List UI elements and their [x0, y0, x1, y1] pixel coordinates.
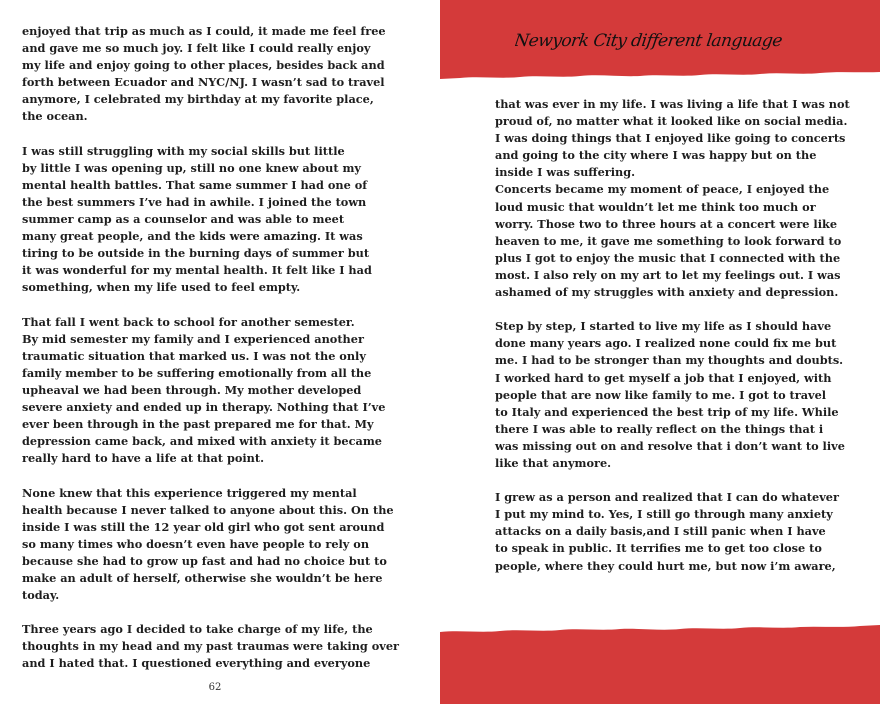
text-line: I grew as a person and realized that I can do whatever: [495, 490, 839, 505]
bottom-red-band-shape: [440, 625, 880, 704]
text-line: traumatic situation that marked us. I was not the only: [22, 348, 366, 363]
text-line: inside I was still the 12 year old girl who got sent around: [22, 519, 385, 534]
text-line: something, when my life used to feel empty.: [22, 280, 301, 295]
text-line: loud music that wouldn’t let me think too much or: [495, 199, 816, 214]
text-line: Three years ago I decided to take charge of my life, the: [22, 622, 373, 637]
text-line: I was still struggling with my social skills but little: [22, 143, 345, 158]
text-line: because she had to grow up fast and had no choice but to: [22, 553, 387, 568]
paragraph: [22, 621, 399, 672]
handwritten-heading-svg: [515, 22, 785, 58]
paragraph: [22, 143, 399, 297]
text-line: None knew that this experience triggered my mental: [22, 485, 357, 500]
text-line: attacks on a daily basis,and I still panic when I have: [495, 524, 826, 539]
text-line: heaven to me, it gave me something to look forward to: [495, 233, 842, 248]
text-line: mental health battles. That same summer I had one of: [22, 177, 368, 192]
text-line: and gave me so much joy. I felt like I could really enjoy: [22, 41, 371, 56]
text-line: my life and enjoy going to other places, besides back and: [22, 58, 385, 73]
text-line: done many years ago. I realized none could fix me but: [495, 336, 837, 351]
left-page-body: [22, 23, 399, 673]
paragraph: [22, 23, 399, 126]
text-line: I worked hard to get myself a job that I enjoyed, with: [495, 370, 832, 385]
text-line: the best summers I’ve had in awhile. I joined the town: [22, 194, 367, 209]
text-line: family member to be suffering emotionally from all the: [22, 365, 372, 380]
text-line: I was doing things that I enjoyed like going to concerts: [495, 131, 846, 146]
text-line: summer camp as a counselor and was able to meet: [22, 212, 345, 227]
text-line: really hard to have a life at that point.: [22, 451, 265, 466]
text-line: ashamed of my struggles with anxiety and depression.: [495, 285, 839, 300]
text-line: it was wonderful for my mental health. It felt like I had: [22, 263, 372, 278]
text-line: and going to the city where I was happy but on the: [495, 148, 817, 163]
handwritten-heading-text: Newyork City different language: [515, 31, 784, 51]
paragraph: [495, 96, 850, 301]
paragraph: [22, 314, 399, 468]
text-line: today.: [22, 588, 60, 603]
paragraph: [495, 489, 850, 574]
text-line: there I was able to really reflect on the things that i: [495, 421, 824, 436]
paragraph: [495, 318, 850, 472]
text-line: so many times who doesn’t even have people to rely on: [22, 536, 370, 551]
text-line: people that are now like family to me. I got to travel: [495, 387, 827, 402]
text-line: anymore, I celebrated my birthday at my favorite place,: [22, 92, 374, 107]
text-line: inside I was suffering.: [495, 165, 636, 180]
text-line: enjoyed that trip as much as I could, it made me feel free: [22, 24, 386, 38]
text-line: health because I never talked to anyone about this. On the: [22, 502, 394, 517]
paragraph: [22, 485, 399, 605]
text-line: like that anymore.: [495, 455, 612, 470]
text-line: severe anxiety and ended up in therapy. Nothing that I’ve: [22, 400, 386, 415]
text-line: many great people, and the kids were amazing. It was: [22, 229, 363, 244]
text-line: that was ever in my life. I was living a life that I was not: [495, 97, 850, 111]
text-line: depression came back, and mixed with anxiety it became: [22, 434, 382, 449]
handwritten-heading: [515, 22, 785, 62]
text-line: tiring to be outside in the burning days of summer but: [22, 246, 370, 261]
text-line: the ocean.: [22, 109, 88, 124]
text-line: Step by step, I started to live my life as I should have: [495, 319, 832, 334]
text-line: worry. Those two to three hours at a concert were like: [495, 216, 838, 231]
text-line: was missing out on and resolve that i don’t want to live: [495, 438, 845, 453]
text-line: to Italy and experienced the best trip of my life. While: [495, 404, 839, 419]
text-line: upheaval we had been through. My mother developed: [22, 382, 362, 397]
text-line: proud of, no matter what it looked like on social media.: [495, 114, 848, 129]
text-line: make an adult of herself, otherwise she wouldn’t be here: [22, 571, 383, 585]
text-line: That fall I went back to school for another semester.: [22, 314, 355, 329]
bottom-red-band: [440, 620, 880, 704]
text-line: by little I was opening up, still no one knew about my: [22, 160, 361, 175]
text-line: to speak in public. It terrifies me to get too close to: [495, 541, 822, 556]
text-line: ever been through in the past prepared me for that. My: [22, 417, 374, 432]
text-line: me. I had to be stronger than my thoughts and doubts.: [495, 353, 844, 368]
text-line: forth between Ecuador and NYC/NJ. I wasn’t sad to travel: [22, 75, 385, 90]
text-line: most. I also rely on my art to let my feelings out. I was: [495, 267, 841, 282]
page-number: 62: [208, 682, 222, 693]
text-line: Concerts became my moment of peace, I enjoyed the: [495, 182, 830, 197]
text-line: and I hated that. I questioned everything and everyone: [22, 656, 371, 671]
right-page-body: [495, 96, 850, 575]
text-line: By mid semester my family and I experienced another: [22, 331, 364, 346]
right-page: [440, 0, 880, 704]
text-line: I put my mind to. Yes, I still go through many anxiety: [495, 507, 833, 522]
text-line: people, where they could hurt me, but now i’m aware,: [495, 558, 836, 573]
text-line: thoughts in my head and my past traumas were taking over: [22, 639, 399, 654]
text-line: plus I got to enjoy the music that I connected with the: [495, 250, 841, 265]
